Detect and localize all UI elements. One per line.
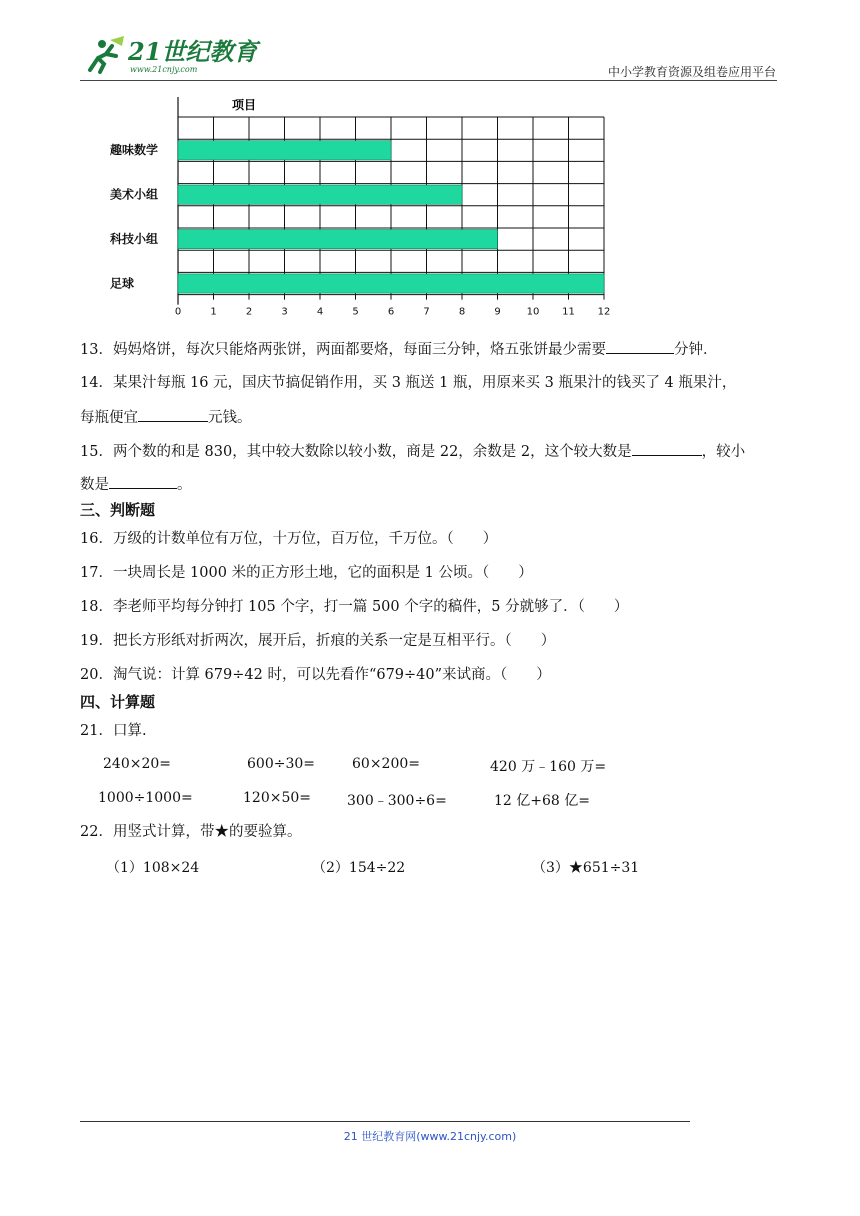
header-rule: [80, 80, 777, 81]
oral-item: 420 万﹣160 万=: [490, 759, 607, 775]
category-label: 美术小组: [110, 187, 159, 202]
q15-answer-blank-2[interactable]: [109, 474, 177, 489]
question-16: 16．万级的计数单位有万位，十万位，百万位，千万位。（ ）: [80, 531, 498, 547]
question-15-line1: [80, 441, 745, 462]
section-4-heading: 四、计算题: [80, 693, 156, 711]
question-15-line2: [80, 474, 192, 495]
logo-text: 21世纪教育: [128, 37, 258, 66]
x-tick-label: 2: [245, 306, 253, 318]
category-label: 趣味数学: [110, 143, 159, 158]
vertical-calc-item: （2）154÷22: [312, 860, 406, 876]
bar-chart: [100, 95, 640, 320]
q14-unit: 元钱。: [208, 410, 252, 426]
bar: [178, 274, 604, 293]
x-tick-label: 6: [387, 306, 395, 318]
x-tick-label: 9: [494, 306, 501, 318]
x-tick-label: 11: [562, 306, 575, 318]
x-tick-label: 12: [597, 306, 611, 318]
x-tick-label: 4: [316, 306, 324, 318]
q13-unit: 分钟．: [673, 342, 718, 358]
section-3-heading: 三、判断题: [80, 501, 156, 519]
question-14-line2: [80, 407, 252, 428]
x-tick-label: 3: [281, 306, 288, 318]
oral-item: 1000÷1000=: [98, 790, 193, 806]
q14-answer-blank[interactable]: [138, 407, 208, 422]
q15-tail: ，较小: [701, 444, 746, 460]
oral-item: 600÷30=: [247, 756, 315, 772]
question-20: 20．淘气说：计算 679÷42 时，可以先看作“679÷40”来试商。（ ）: [80, 667, 551, 683]
footer-rule: [80, 1121, 690, 1122]
bar: [178, 185, 462, 204]
chart-x-tick-labels: [175, 307, 611, 318]
vertical-calc-item: （1）108×24: [106, 860, 200, 876]
question-13: [80, 339, 717, 360]
category-label: 科技小组: [110, 232, 159, 246]
question-22: 22．用竖式计算，带★的要验算。: [80, 824, 302, 840]
chart-title: 项目: [232, 98, 257, 112]
question-18: 18．李老师平均每分钟打 105 个字，打一篇 500 个字的稿件，5 分就够了．（ ）: [80, 599, 629, 615]
logo-url: www.21cnjy.com: [130, 65, 198, 74]
q15-end: 。: [177, 477, 192, 493]
x-tick-label: 1: [210, 306, 217, 318]
oral-item: 120×50=: [243, 790, 311, 806]
category-label: 足球: [110, 276, 135, 291]
q15-text-2: 数是: [80, 477, 109, 493]
bar: [178, 141, 391, 160]
x-tick-label: 0: [174, 306, 182, 318]
question-21: 21．口算.: [80, 723, 147, 739]
q15-answer-blank-1[interactable]: [632, 441, 702, 456]
oral-item: 60×200=: [352, 756, 420, 772]
x-tick-label: 5: [352, 306, 359, 318]
footer-text: 21 世纪教育网(www.21cnjy.com): [343, 1130, 517, 1143]
runner-logo-icon: [80, 32, 280, 76]
platform-name: 中小学教育资源及组卷应用平台: [607, 65, 776, 79]
q14-text: 每瓶便宜: [80, 410, 138, 426]
oral-item: 12 亿+68 亿=: [494, 793, 590, 809]
question-17: 17．一块周长是 1000 米的正方形土地，它的面积是 1 公顷。（ ）: [80, 565, 533, 581]
bar: [178, 230, 498, 249]
x-tick-label: 7: [423, 306, 430, 318]
question-14-line1: 14．某果汁每瓶 16 元，国庆节搞促销作用，买 3 瓶送 1 瓶，用原来买 3 瓶果汁的钱买了 4 瓶果汁，: [80, 375, 737, 391]
x-tick-label: 8: [458, 306, 466, 318]
vertical-calc-item: （3）★651÷31: [532, 860, 640, 876]
oral-item: 240×20=: [103, 756, 171, 772]
chart-category-labels: [109, 142, 158, 290]
x-tick-label: 10: [526, 306, 540, 318]
logo: [80, 32, 280, 76]
q13-text: 13．妈妈烙饼，每次只能烙两张饼，两面都要烙，每面三分钟，烙五张饼最少需要: [80, 342, 606, 358]
q13-answer-blank[interactable]: [606, 339, 674, 354]
q15-text: 15．两个数的和是 830，其中较大数除以较小数，商是 22，余数是 2，这个较大数是: [80, 444, 632, 460]
oral-item: 300﹣300÷6=: [347, 793, 447, 809]
question-19: 19．把长方形纸对折两次，展开后，折痕的关系一定是互相平行。（ ）: [80, 633, 556, 649]
